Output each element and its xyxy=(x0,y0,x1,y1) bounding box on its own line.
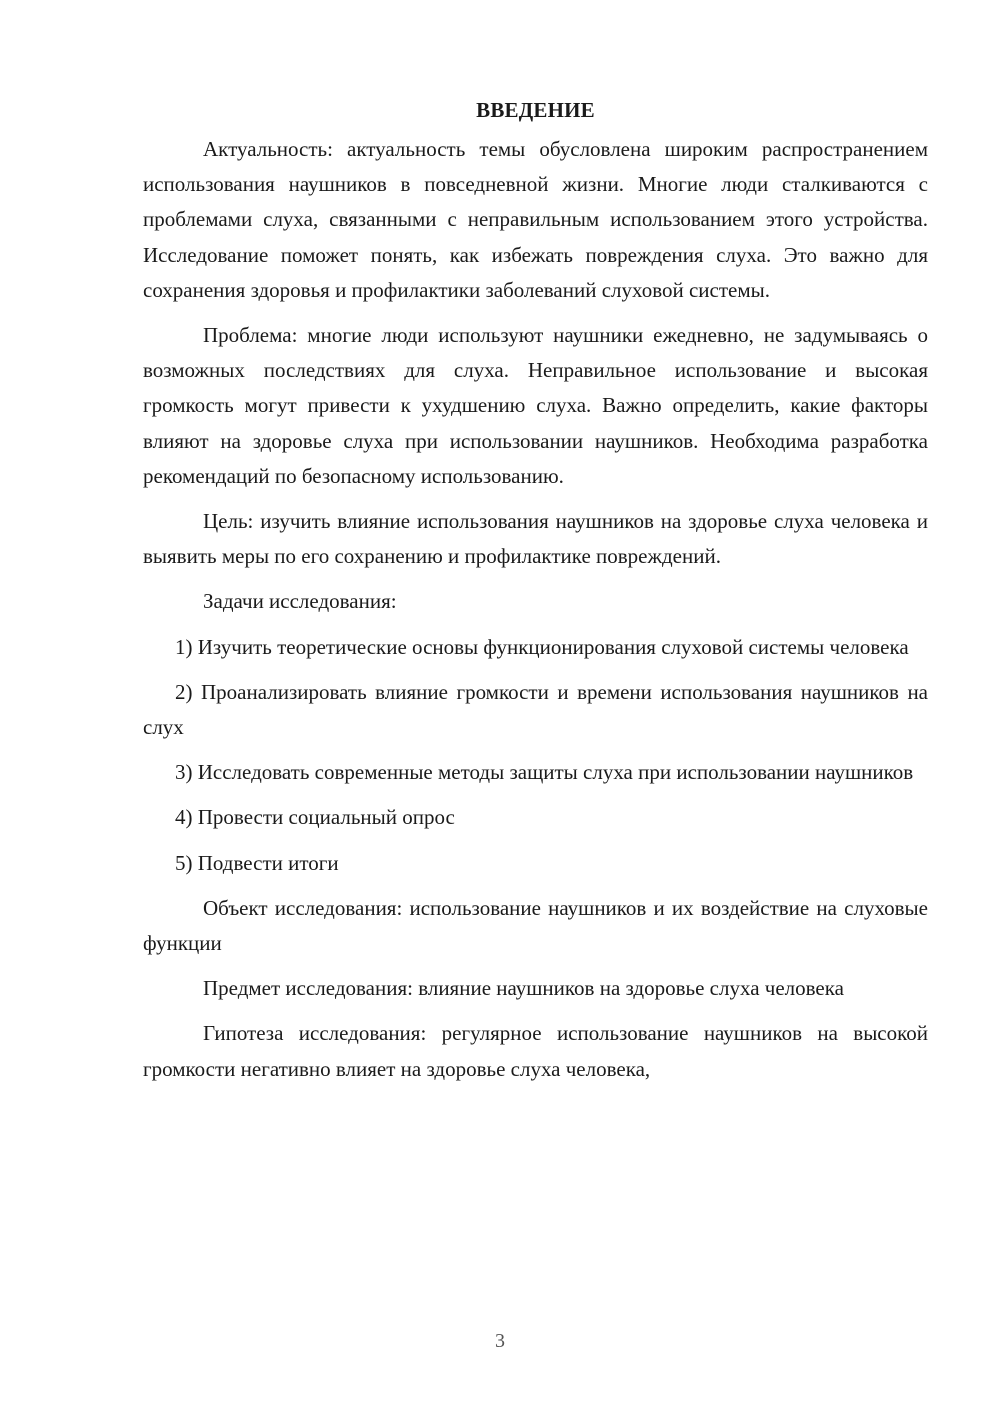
task-item-4: 4) Провести социальный опрос xyxy=(175,805,455,830)
paragraph-hypothesis: Гипотеза исследования: регулярное использование наушников на высокой громкости негативно влияет на здоровье слуха человека, xyxy=(143,1021,928,1081)
task-item-5: 5) Подвести итоги xyxy=(175,850,339,875)
paragraph-object: Объект исследования: использование наушников и их воздействие на слуховые функции xyxy=(143,895,928,956)
page-number: 3 xyxy=(495,1330,505,1352)
task-item-2: 2) Проанализировать влияние громкости и времени использования наушников на слух xyxy=(143,679,928,740)
paragraph-subject: Предмет исследования: влияние наушников на здоровье слуха человека xyxy=(203,976,844,1001)
task-item-3: 3) Исследовать современные методы защиты слуха при использовании наушников xyxy=(175,760,914,785)
paragraph-relevance: Актуальность: актуальность темы обусловлена широким распространением использования наушников в повседневной жизни. Многие люди сталкиваются с проблемами слуха, связанными с неправильным использованием этого устройства. Исследование поможет понять, как избежать повреждения слуха. Это важно для сохранения здоровья и профилактики заболеваний слуховой системы. xyxy=(143,137,928,302)
document-page xyxy=(143,92,928,1087)
paragraph-tasks-heading: Задачи исследования: xyxy=(203,589,397,614)
page-title: ВВЕДЕНИЕ xyxy=(476,98,595,122)
task-item-1: 1) Изучить теоретические основы функционирования слуховой системы человека xyxy=(175,634,909,659)
paragraph-problem: Проблема: многие люди используют наушники ежедневно, не задумываясь о возможных последствиях для слуха. Неправильное использование и высокая громкость могут привести к ухудшению слуха. Важно определить, какие факторы влияют на здоровье слуха при использовании наушников. Необходима разработка рекомендаций по безопасному использованию. xyxy=(143,323,928,488)
paragraph-goal: Цель: изучить влияние использования наушников на здоровье слуха человека и выявить меры по его сохранению и профилактике повреждений. xyxy=(143,509,928,569)
